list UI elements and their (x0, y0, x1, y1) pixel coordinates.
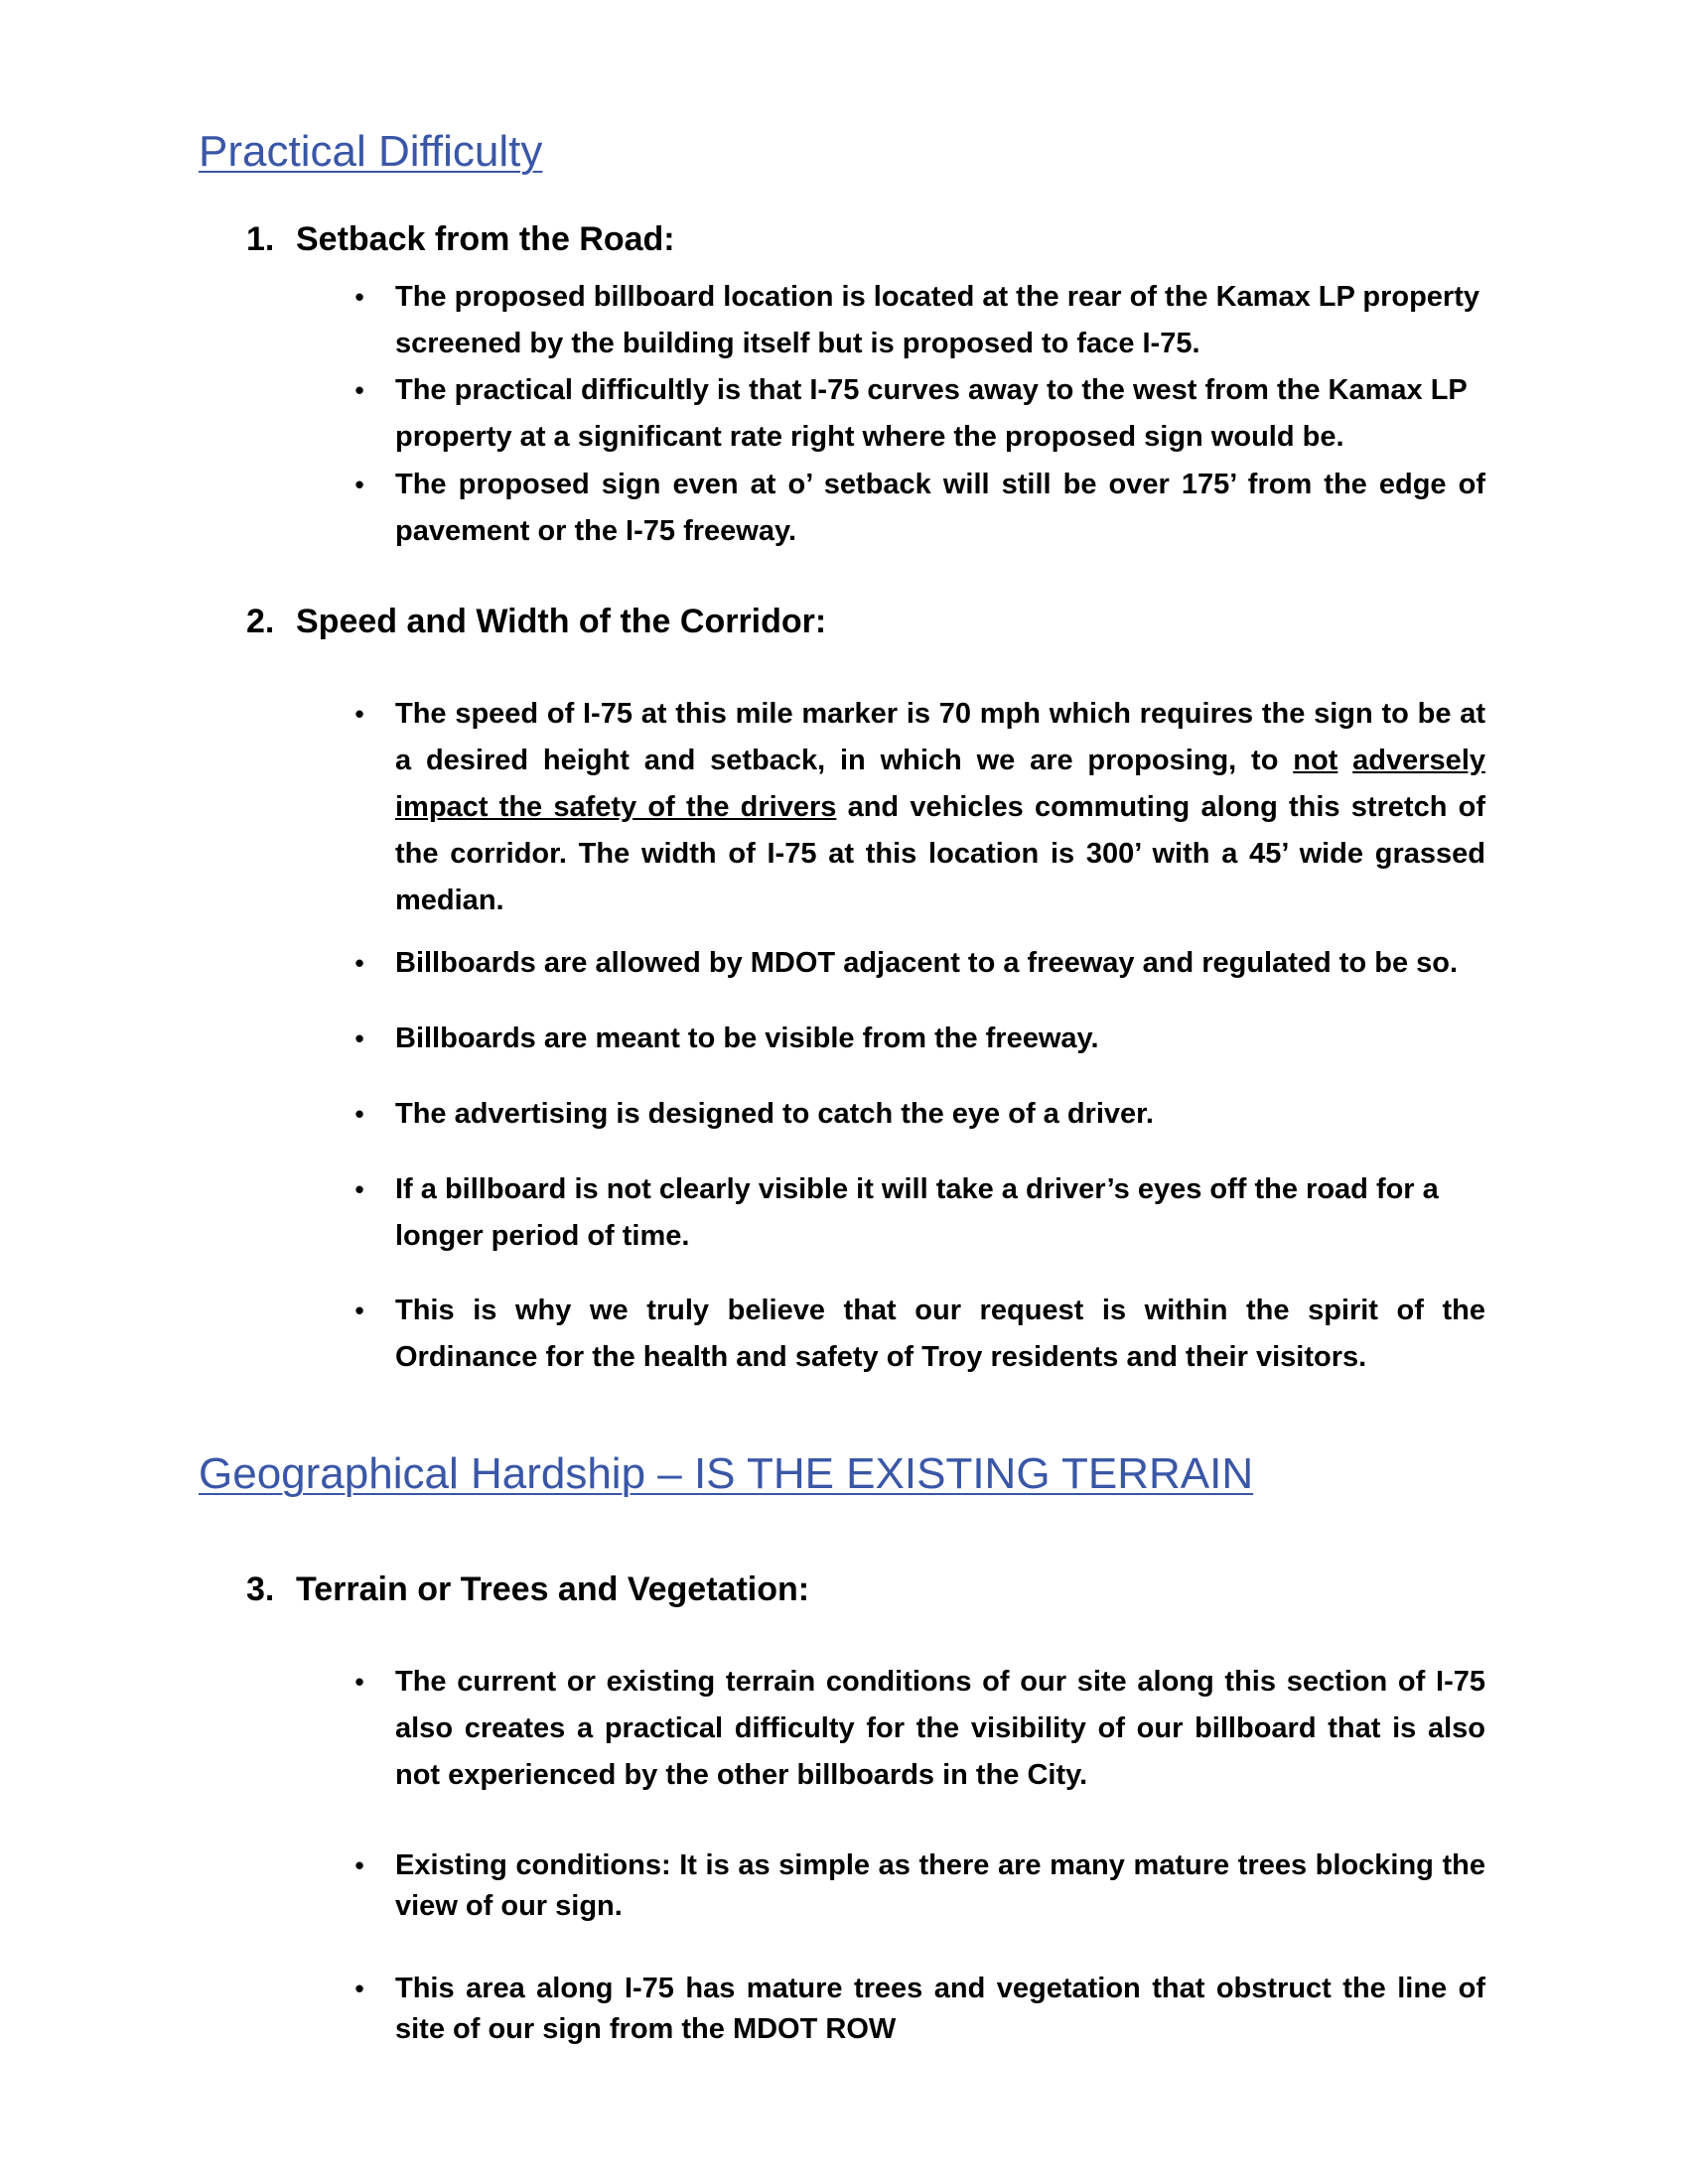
list-item (354, 1969, 1485, 2050)
item-title: Setback from the Road: (296, 220, 675, 258)
bullet-text: Billboards are allowed by MDOT adjacent to a freeway and regulated to be so. (395, 947, 1459, 979)
item-number: 3. (246, 1570, 275, 1608)
underlined-text: not (1293, 745, 1338, 776)
bullet-icon: • (354, 1850, 364, 1880)
bullet-text: The current or existing terrain conditions of our site along this section of I-75 also creates a practical difficulty for the visibility of our billboard that is also not experienced by the other billboards in the City. (395, 1666, 1485, 1791)
list-item (354, 367, 1485, 461)
list-item (354, 1016, 1485, 1062)
list-item (354, 940, 1485, 987)
bullet-icon: • (354, 470, 364, 499)
bullet-text: The proposed billboard location is located at the rear of the Kamax LP property screened by the building itself but is proposed to face I-75. (395, 281, 1480, 359)
item-2-heading (246, 603, 826, 641)
underlined-text: adversely impact the safety of the drivers (395, 745, 1485, 823)
section-heading-geographical-hardship: Geographical Hardship – IS THE EXISTING TERRAIN (199, 1449, 1254, 1498)
list-item (354, 1659, 1485, 1799)
bullet-icon: • (354, 1099, 364, 1129)
bullet-icon: • (354, 1024, 364, 1053)
list-item (354, 1091, 1485, 1138)
bullet-icon: • (354, 699, 364, 729)
item-number: 1. (246, 220, 275, 258)
bullet-text: The proposed sign even at o’ setback will still be over 175’ from the edge of pavement or the I-75 freeway. (395, 469, 1485, 547)
bullet-icon: • (354, 948, 364, 978)
list-item (354, 1845, 1485, 1927)
bullet-icon: • (354, 1974, 364, 2003)
item-3-heading (246, 1570, 809, 1609)
bullet-icon: • (354, 1667, 364, 1697)
list-item (354, 691, 1485, 924)
section-heading-practical-difficulty: Practical Difficulty (199, 127, 543, 176)
bullet-text: This is why we truly believe that our request is within the spirit of the Ordinance for the health and safety of Troy residents and their visitors. (395, 1295, 1485, 1373)
item-1-heading (246, 220, 675, 259)
list-item (354, 274, 1485, 367)
bullet-text: The advertising is designed to catch the eye of a driver. (395, 1098, 1154, 1130)
bullet-text: Billboards are meant to be visible from the freeway. (395, 1023, 1099, 1054)
bullet-text: The practical difficultly is that I-75 curves away to the west from the Kamax LP property at a significant rate right where the proposed sign would be. (395, 374, 1468, 453)
item-title: Speed and Width of the Corridor: (296, 603, 827, 640)
bullet-text: If a billboard is not clearly visible it will take a driver’s eyes off the road for a longer period of time. (395, 1173, 1439, 1252)
item-number: 2. (246, 603, 275, 640)
bullet-text: Existing conditions: It is as simple as there are many mature trees blocking the view of our sign. (395, 1849, 1485, 1922)
bullet-icon: • (354, 1174, 364, 1204)
list-item (354, 1166, 1485, 1260)
list-item (354, 462, 1485, 555)
item-title: Terrain or Trees and Vegetation: (296, 1570, 810, 1608)
bullet-text: This area along I-75 has mature trees and vegetation that obstruct the line of site of our sign from the MDOT ROW (395, 1973, 1485, 2045)
list-item (354, 1288, 1485, 1381)
bullet-icon: • (354, 282, 364, 312)
bullet-text: The speed of I-75 at this mile marker is 70 mph which requires the sign to be at a desired height and setback, in which we are proposing, to not adversely impact the safety of the drivers and vehicles commuting along this stretch of the corridor. The width of I-75 at this location is 300’ with a 45’ wide grassed median. (395, 698, 1485, 916)
bullet-icon: • (354, 1296, 364, 1325)
bullet-icon: • (354, 375, 364, 405)
